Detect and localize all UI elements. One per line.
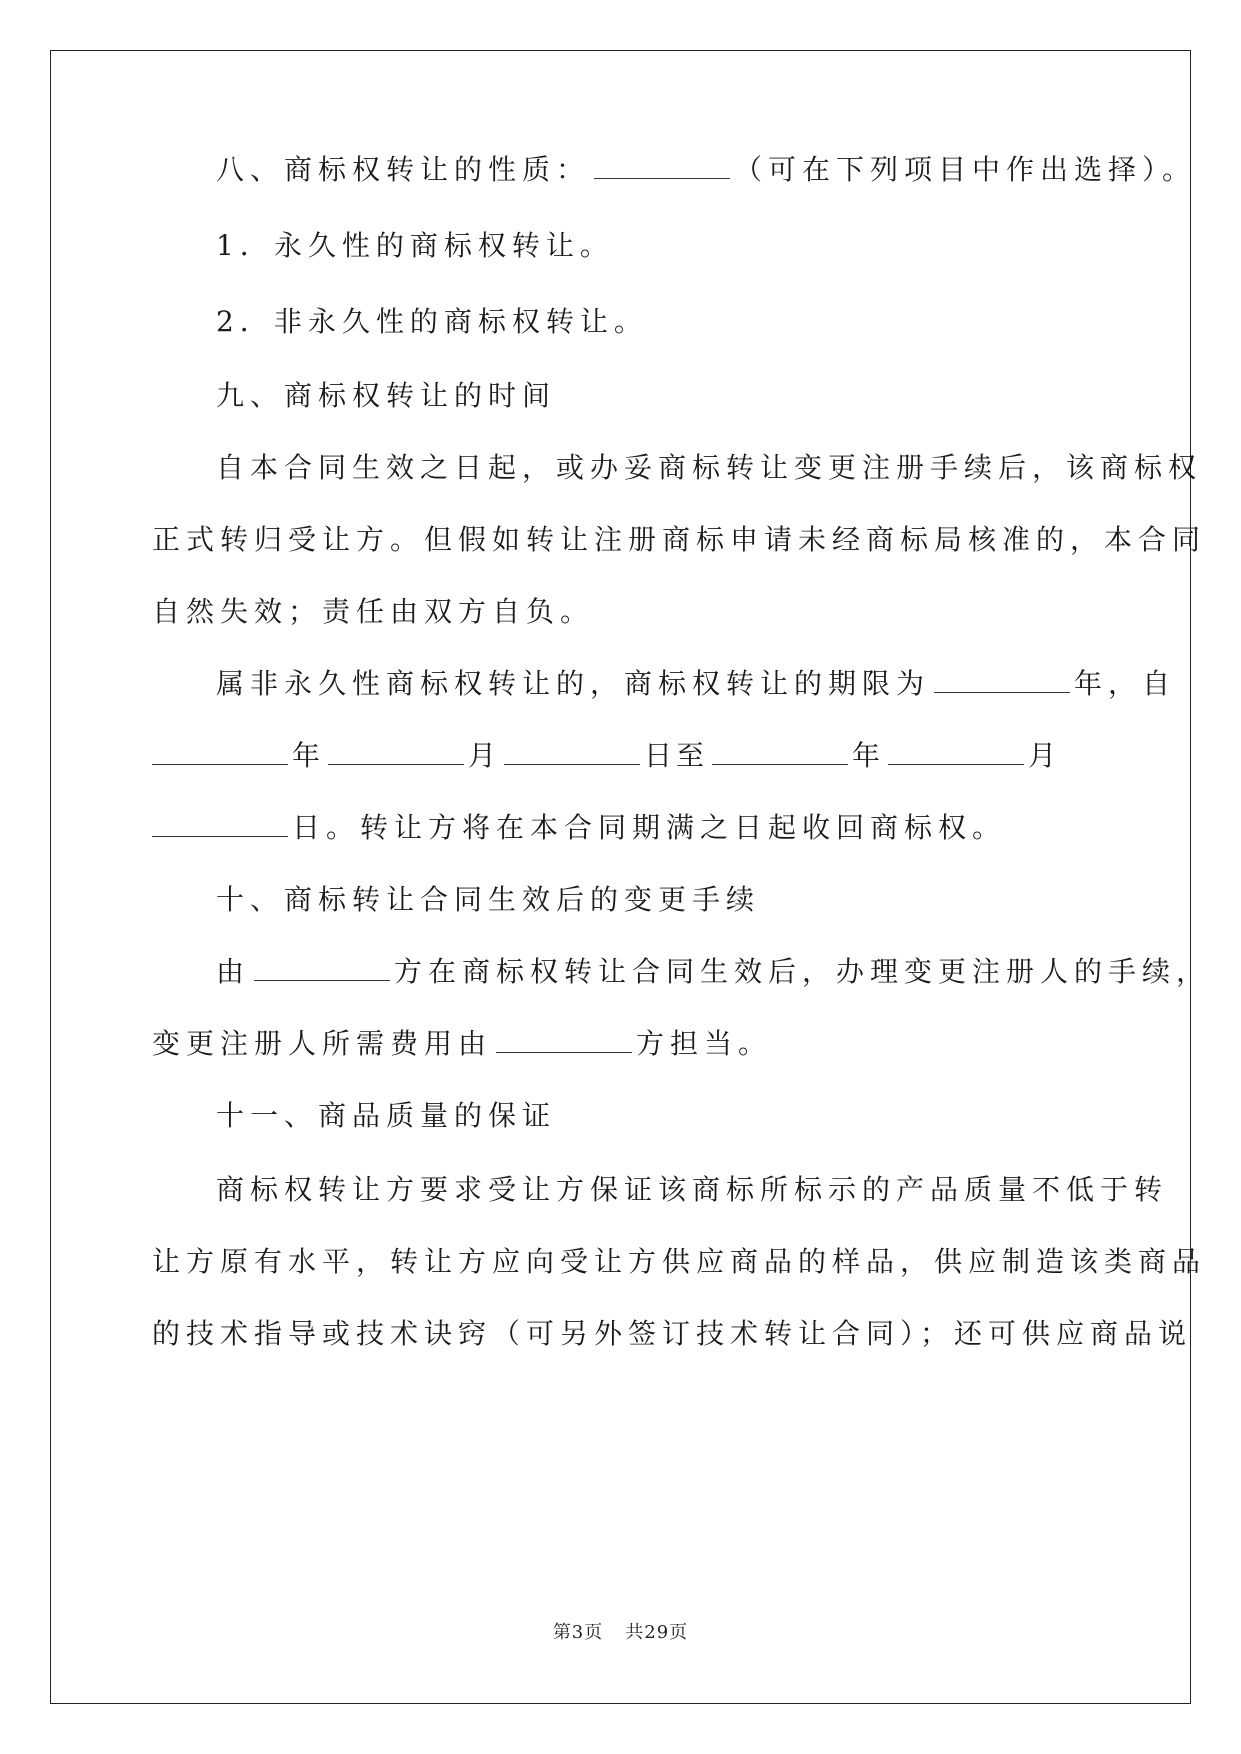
option-2: 2．非永久性的商标权转让。	[216, 305, 648, 338]
clause-11-line-2: 让方原有水平，转让方应向受让方供应商品的样品，供应制造该类商品	[152, 1245, 1207, 1278]
fill-blank[interactable]	[594, 152, 730, 179]
fill-blank[interactable]	[152, 810, 288, 837]
fill-blank[interactable]	[496, 1026, 632, 1053]
clause-8-heading	[216, 150, 1196, 190]
term-line-2	[152, 736, 1060, 776]
year-label: 年	[852, 739, 885, 772]
clause-11-heading: 十一、商品质量的保证	[216, 1099, 557, 1132]
fill-blank[interactable]	[328, 738, 464, 765]
clause-9-line-2: 正式转归受让方。但假如转让注册商标申请未经商标局核准的，本合同	[152, 523, 1207, 556]
clause-9-heading: 九、商标权转让的时间	[216, 379, 557, 412]
fill-blank[interactable]	[888, 738, 1024, 765]
clause-10-prefix: 由	[216, 955, 251, 988]
clause-9-line-1: 自本合同生效之日起，或办妥商标转让变更注册手续后，该商标权	[216, 451, 1203, 484]
clause-10-line-1	[216, 952, 1210, 992]
page-frame	[50, 50, 1191, 1704]
fill-blank[interactable]	[254, 954, 390, 981]
page-total: 共29页	[625, 1622, 689, 1643]
clause-11-line-1: 商标权转让方要求受让方保证该商标所标示的产品质量不低于转	[216, 1173, 1169, 1206]
clause-8-note: （可在下列项目中作出选择）。	[734, 153, 1197, 186]
page-footer	[0, 1618, 1241, 1644]
term-line-1	[216, 664, 1176, 704]
term-year-from: 年，自	[1074, 667, 1177, 700]
year-label: 年	[292, 739, 325, 772]
month-label: 月	[1028, 739, 1061, 772]
clause-10-heading: 十、商标转让合同生效后的变更手续	[216, 883, 761, 916]
clause-9-line-3: 自然失效；责任由双方自负。	[152, 595, 595, 628]
fill-blank[interactable]	[152, 738, 288, 765]
clause-10-line-2	[152, 1024, 772, 1064]
clause-10-fee-text: 变更注册人所需费用由	[152, 1027, 493, 1060]
term-line-3	[152, 808, 1006, 848]
day-to-label: 日至	[644, 739, 709, 772]
clause-8-text: 八、商标权转让的性质：	[216, 153, 591, 186]
term-text: 属非永久性商标权转让的，商标权转让的期限为	[216, 667, 931, 700]
term-end-text: 日。转让方将在本合同期满之日起收回商标权。	[292, 811, 1007, 844]
option-1: 1．永久性的商标权转让。	[216, 229, 614, 262]
fill-blank[interactable]	[934, 666, 1070, 693]
fill-blank[interactable]	[504, 738, 640, 765]
page-number: 第3页	[552, 1622, 604, 1643]
clause-11-line-3: 的技术指导或技术诀窍（可另外签订技术转让合同）；还可供应商品说	[152, 1317, 1193, 1350]
clause-10-fee-end: 方担当。	[636, 1027, 773, 1060]
fill-blank[interactable]	[712, 738, 848, 765]
month-label: 月	[468, 739, 501, 772]
clause-10-text: 方在商标权转让合同生效后，办理变更注册人的手续，	[394, 955, 1211, 988]
